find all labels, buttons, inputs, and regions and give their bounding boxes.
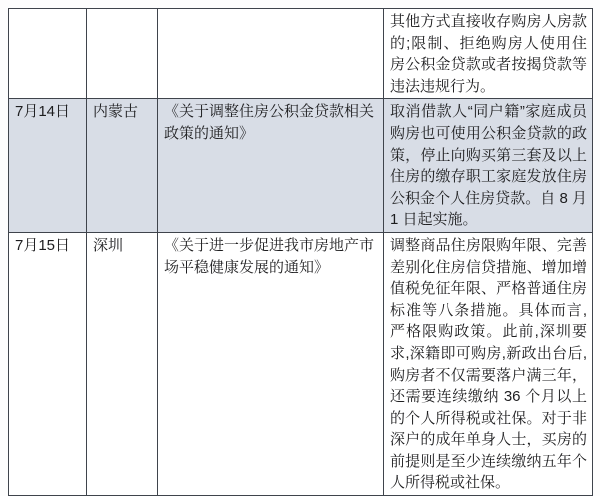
table-row	[9, 99, 593, 233]
table-row	[9, 9, 593, 99]
cell-date	[9, 9, 87, 99]
table-row	[9, 232, 593, 495]
cell-region: 内蒙古	[87, 99, 158, 233]
cell-policy-title: 《关于进一步促进我市房地产市场平稳健康发展的通知》	[158, 232, 384, 495]
cell-policy-content: 其他方式直接收存购房人房款的;限制、拒绝购房人使用住房公积金贷款或者按揭贷款等违法违规行为。	[384, 9, 593, 99]
policy-table-wrap	[8, 8, 592, 496]
cell-date: 7月14日	[9, 99, 87, 233]
cell-policy-title: 《关于调整住房公积金贷款相关政策的通知》	[158, 99, 384, 233]
cell-policy-content: 取消借款人“同户籍”家庭成员购房也可使用公积金贷款的政策，停止向购买第三套及以上住房的缴存职工家庭发放住房公积金个人住房贷款。自 8 月 1 日起实施。	[384, 99, 593, 233]
cell-policy-content: 调整商品住房限购年限、完善差别化住房信贷措施、增加增值税免征年限、严格普通住房标准等八条措施。具体而言,严格限购政策。此前,深圳要求,深籍即可购房,新政出台后,购房者不仅需要落户满三年，还需要连续缴纳 36 个月以上的个人所得税或社保。对于非深户的成年单身人士，买房的前提则是至少连续缴纳五年个人所得税或社保。	[384, 232, 593, 495]
cell-region	[87, 9, 158, 99]
policy-table	[8, 8, 593, 496]
cell-region: 深圳	[87, 232, 158, 495]
cell-date: 7月15日	[9, 232, 87, 495]
cell-policy-title	[158, 9, 384, 99]
